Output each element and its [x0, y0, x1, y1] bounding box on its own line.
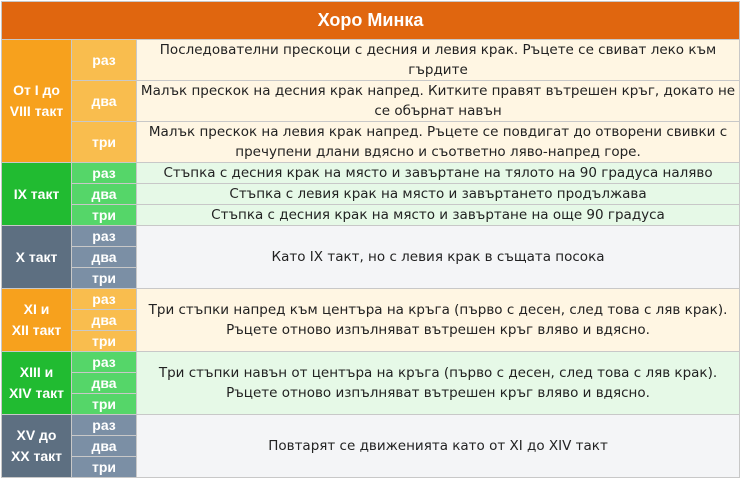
description-line: пречупени длани вдясно и съответно ляво-напред горе. [235, 144, 641, 160]
step-description [137, 40, 740, 81]
group-label-line: XIV такт [9, 385, 64, 401]
step-description [137, 184, 740, 205]
step-description [137, 415, 740, 478]
beat-label: два [72, 373, 137, 394]
description-line: се обърнат навън [374, 103, 502, 119]
group-label-line: XV до [16, 427, 57, 443]
group-label-line: XIII и [19, 364, 54, 380]
description-line: Три стъпки навън от центъра на кръга (първо с десен, след това с ляв крак). [158, 365, 718, 381]
group-label-line: XII такт [11, 322, 62, 338]
group-label-i-viii [2, 40, 72, 163]
description-line: Стъпка с десния крак на място и завъртане на още 90 градуса [211, 207, 665, 223]
group-label-x [2, 226, 72, 289]
beat-label: раз [72, 415, 137, 436]
beat-label: три [72, 205, 137, 226]
group-label-xi-xii [2, 289, 72, 352]
description-line: Стъпка с левия крак на място и завъртането продължава [229, 186, 647, 202]
beat-label: два [72, 81, 137, 122]
group-label-line: X такт [15, 248, 58, 265]
table-title: Хоро Минка [2, 2, 740, 40]
group-label-ix [2, 163, 72, 226]
group-label-xiii-xiv [2, 352, 72, 415]
description-line: Стъпка с десния крак на място и завъртане на тялото на 90 градуса наляво [163, 165, 713, 181]
beat-label: три [72, 394, 137, 415]
group-label-line: XX такт [10, 448, 63, 464]
beat-label: три [72, 331, 137, 352]
description-line: Като IX такт, но с левия крак в същата посока [271, 249, 605, 265]
step-description [137, 352, 740, 415]
step-description [137, 226, 740, 289]
group-label-line: XI и [23, 301, 50, 317]
description-line: Ръцете отново изпълняват вътрешен кръг вляво и вдясно. [226, 385, 650, 401]
beat-label: два [72, 436, 137, 457]
group-label-line: VIII такт [9, 103, 64, 119]
description-line: гърдите [408, 62, 468, 78]
group-label-line: IX такт [13, 185, 60, 202]
group-label-xv-xx [2, 415, 72, 478]
beat-label: раз [72, 352, 137, 373]
description-line: Малък прескок на десния крак напред. Китките правят вътрешен кръг, докато не [140, 83, 736, 99]
step-description [137, 163, 740, 184]
step-description [137, 122, 740, 163]
description-line: Последователни прескоци с десния и левия крак. Ръцете се свиват леко към [159, 42, 717, 58]
step-description [137, 81, 740, 122]
beat-label: три [72, 268, 137, 289]
group-label-line: От I до [13, 82, 60, 98]
dance-steps-table [1, 1, 740, 478]
description-line: Малък прескок на левия крак напред. Ръцете се повдигат до отворени свивки с [148, 124, 728, 140]
beat-label: три [72, 457, 137, 478]
description-line: Повтарят се движенията като от XI до XIV такт [268, 438, 608, 454]
beat-label: два [72, 247, 137, 268]
description-line: Ръцете отново изпълняват вътрешен кръг вляво и вдясно. [226, 322, 650, 338]
step-description [137, 205, 740, 226]
step-description [137, 289, 740, 352]
description-line: Три стъпки напред към центъра на кръга (първо с десен, след това с ляв крак). [148, 302, 728, 318]
beat-label: раз [72, 40, 137, 81]
beat-label: два [72, 184, 137, 205]
beat-label: два [72, 310, 137, 331]
beat-label: раз [72, 226, 137, 247]
beat-label: раз [72, 289, 137, 310]
beat-label: раз [72, 163, 137, 184]
beat-label: три [72, 122, 137, 163]
